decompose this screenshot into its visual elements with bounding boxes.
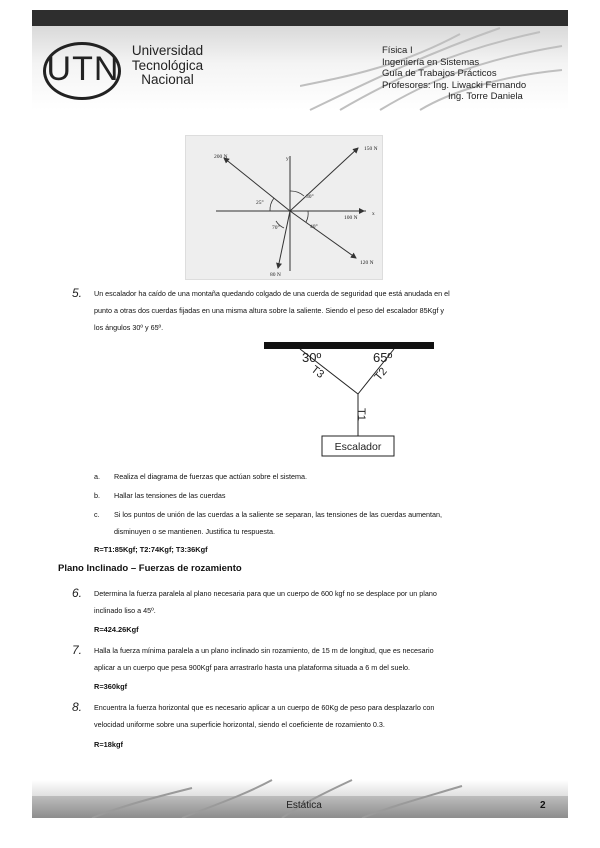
university-line-3: Nacional (141, 72, 194, 87)
q5-item-c-text (114, 507, 546, 539)
header-info (382, 45, 526, 103)
header-career: Ingeniería en Sistemas (382, 56, 480, 68)
q8-answer: R=18kgf (94, 740, 123, 749)
q8-line-2: velocidad uniforme sobre una superficie horizontal, siendo el coeficiente de rozamiento 0.3. (94, 720, 385, 729)
q7-number: 7. (72, 643, 83, 657)
page-number: 2 (540, 800, 546, 811)
axis-x-label: x (372, 211, 375, 217)
q6-line-2: inclinado liso a 45º. (94, 606, 156, 615)
q7-line-1: Halla la fuerza mínima paralela a un plano inclinado sin rozamiento, de 15 m de longitud, que es necesario (94, 646, 434, 655)
q8-number: 8. (72, 700, 83, 714)
angle-30: 30° (306, 194, 314, 200)
vector-150N (290, 148, 358, 211)
q5-answer: R=T1:85Kgf; T2:74Kgf; T3:36Kgf (94, 545, 208, 554)
label-80N: 80 N (270, 272, 281, 278)
label-200N: 200 N (214, 154, 228, 160)
q7-answer: R=360kgf (94, 682, 128, 691)
header-professors: Profesores: Ing. Liwacki Fernando (382, 79, 527, 91)
q6-line-1: Determina la fuerza paralela al plano necesaria para que un cuerpo de 600 kgf no se desplace por un plano (94, 589, 437, 598)
university-line-1: Universidad (131, 43, 204, 58)
header-guide: Guía de Trabajos Prácticos (382, 68, 497, 79)
axis-y-label: y (286, 156, 289, 162)
angle-25: 25° (256, 200, 264, 206)
t3-label: T3 (308, 363, 327, 381)
label-100N: 100 N (344, 215, 358, 221)
q6-answer: R=424.26Kgf (94, 625, 139, 634)
label-120N: 120 N (360, 260, 374, 266)
university-name (120, 44, 215, 88)
q5-text (94, 286, 546, 335)
angle-30-label: 30º (302, 350, 322, 365)
escalador-diagram (258, 338, 438, 464)
header-course: Física I (382, 45, 413, 56)
footer-title: Estática (286, 800, 322, 811)
angle-40: 40° (310, 224, 318, 230)
header-top-bar (32, 10, 568, 26)
angle-65-label: 65º (373, 350, 393, 365)
q8-text (94, 700, 546, 732)
escalador-label: Escalador (334, 441, 382, 453)
q7-line-2: aplicar a un cuerpo que pesa 900Kgf para arrastrarlo hasta una plataforma situada a 6 m del suelo. (94, 663, 411, 672)
label-150N: 150 N (364, 146, 378, 152)
q5-number: 5. (72, 286, 83, 300)
q5-line-3: los ángulos 30º y 65º. (94, 323, 164, 332)
q5-item-b-text: Hallar las tensiones de las cuerdas (114, 491, 226, 500)
ceiling (264, 342, 434, 349)
q7-text (94, 643, 546, 675)
q6-number: 6. (72, 586, 83, 600)
angle-70: 70° (272, 225, 280, 231)
section-title: Plano Inclinado – Fuerzas de rozamiento (58, 563, 242, 574)
q5-item-a-text: Realiza el diagrama de fuerzas que actúan sobre el sistema. (114, 472, 307, 481)
header-professor-2: Ing. Torre Daniela (448, 91, 523, 102)
q6-text (94, 586, 546, 618)
footer-leaves-decoration (32, 776, 568, 818)
t1-label: T1 (355, 408, 367, 421)
q5-line-1: Un escalador ha caído de una montaña quedando colgado de una cuerda de seguridad que está anudada en el (94, 289, 450, 298)
q5-line-2: punto a otras dos cuerdas fijadas en una misma altura sobre la saliente. Siendo el peso del escalador 85Kgf y (94, 306, 445, 315)
q5-item-c-line-1: Si los puntos de unión de las cuerdas a la saliente se separan, las tensiones de las cuerdas aumentan, (114, 510, 443, 519)
vector-diagram-figure (185, 135, 383, 280)
q8-line-1: Encuentra la fuerza horizontal que es necesario aplicar a un cuerpo de 60Kg de peso para desplazarlo con (94, 703, 435, 712)
university-line-2: Tecnológica (131, 57, 204, 73)
q5-item-b-label: b. (94, 491, 100, 500)
q5-item-c-label: c. (94, 510, 100, 519)
logo-utn: UTN (46, 50, 120, 88)
t2-label: T2 (372, 365, 390, 384)
q5-item-a-label: a. (94, 472, 100, 481)
vector-80N (278, 211, 290, 268)
vector-diagram (186, 136, 384, 281)
q5-item-c-line-2: disminuyen o se mantienen. Justifica tu respuesta. (114, 527, 276, 536)
